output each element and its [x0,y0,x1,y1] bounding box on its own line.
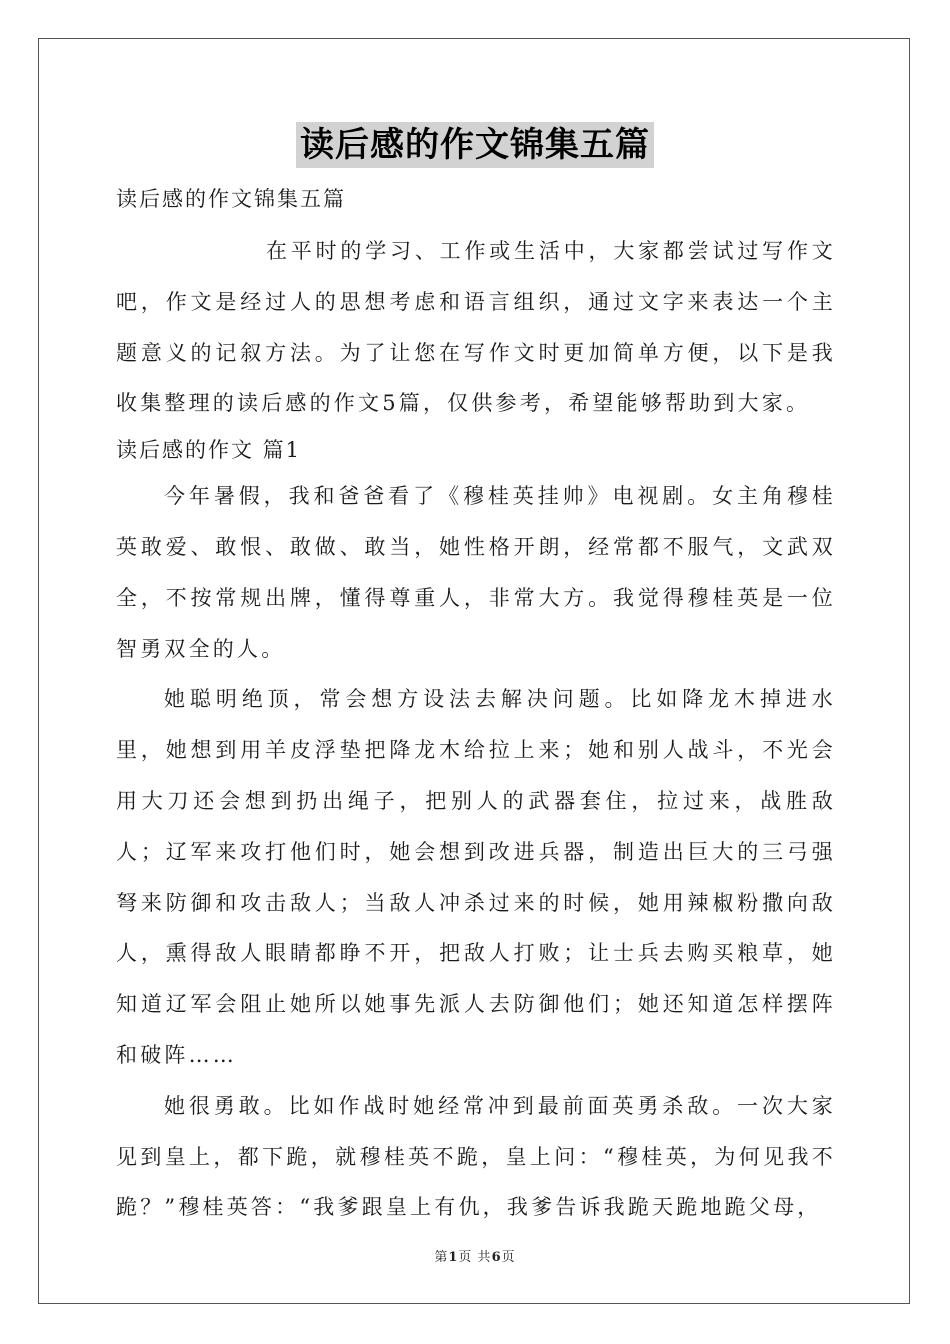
document-subtitle: 读后感的作文锦集五篇 [116,187,346,211]
footer-suffix: 页 [501,1250,516,1265]
footer-mid: 页 共 [458,1250,492,1265]
footer-total-pages: 6 [491,1250,502,1265]
body-paragraph: 今年暑假，我和爸爸看了《穆桂英挂帅》电视剧。女主角穆桂英敢爱、敢恨、敢做、敢当，她性格开朗，经常都不服气，文武双全，不按常规出牌，懂得尊重人，非常大方。我觉得穆桂英是一位智勇双全的人。 [116,484,836,661]
title-wrap [0,122,950,168]
intro-paragraph: 在平时的学习、工作或生活中，大家都尝试过写作文吧，作文是经过人的思想考虑和语言组织，通过文字来表达一个主题意义的记叙方法。为了让您在写作文时更加简单方便，以下是我收集整理的读后感的作文5篇，仅供参考，希望能够帮助到大家。 [116,239,836,416]
body-paragraph: 她很勇敢。比如作战时她经常冲到最前面英勇杀敌。一次大家见到皇上，都下跪，就穆桂英不跪，皇上问：“穆桂英，为何见我不跪？”穆桂英答：“我爹跟皇上有仇，我爹告诉我跪天跪地跪父母， [116,1093,836,1220]
document-title: 读后感的作文锦集五篇 [296,122,654,168]
footer-prefix: 第 [434,1250,449,1265]
document-body [116,178,836,1233]
footer-page-number: 1 [448,1250,459,1265]
body-paragraph: 她聪明绝顶，常会想方设法去解决问题。比如降龙木掉进水里，她想到用羊皮浮垫把降龙木给拉上来；她和别人战斗，不光会用大刀还会想到扔出绳子，把别人的武器套住，拉过来，战胜敌人；辽军来攻打他们时，她会想到改进兵器，制造出巨大的三弓强弩来防御和攻击敌人；当敌人冲杀过来的时候，她用辣椒粉撒向敌人，熏得敌人眼睛都睁不开，把敌人打败；让士兵去购买粮草，她知道辽军会阻止她所以她事先派人去防御他们；她还知道怎样摆阵和破阵…… [116,687,836,1067]
page-footer [0,1246,950,1265]
section-heading: 读后感的作文 篇1 [116,438,302,463]
